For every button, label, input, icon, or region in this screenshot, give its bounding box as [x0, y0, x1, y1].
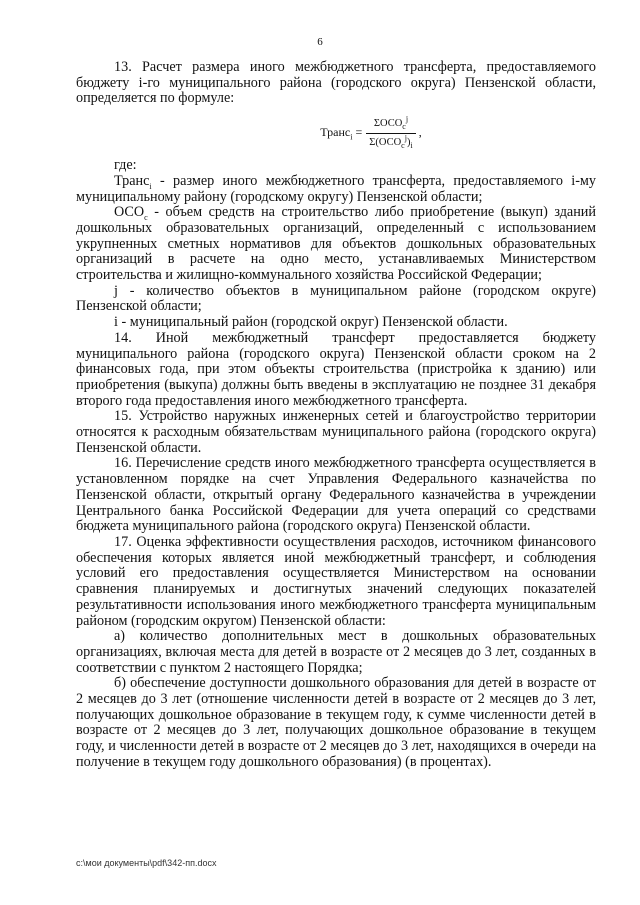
where-label: где: [114, 157, 137, 174]
paragraph-13: 13. Расчет размера иного межбюджетного трансферта, предоставляемого бюджету i-го муниципального района (городского округа) Пензенской области, определяется по формуле: [76, 59, 596, 107]
definition-j: j - количество объектов в муниципальном районе (городском округе) Пензенской области; [76, 282, 596, 315]
footer-file-path: c:\мои документы\pdf\342-пп.docx [76, 858, 217, 868]
paragraph-17a: а) количество дополнительных мест в дошкольных образовательных организациях, включая места для детей в возрасте от 2 месяцев до 3 лет, созданных в соответствии с пунктом 2 настоящего Порядка; [76, 628, 596, 676]
fraction-bar [366, 133, 415, 134]
formula-comma: , [418, 125, 422, 140]
formula [146, 110, 596, 156]
formula-denominator: $\Sigma(ОСО_c^j)_i$ [369, 133, 413, 150]
page-number: 6 [317, 36, 323, 48]
definition-i: i - муниципальный район (городской округ) Пензенской области. [114, 314, 508, 331]
formula-fraction [366, 116, 415, 150]
formula-lhs: Транс$_i$ = [320, 125, 363, 142]
formula-numerator: $\Sigma ОСО_c^j$ [373, 114, 409, 131]
document-body [76, 60, 596, 771]
definition-trans: Транс$_i$ - размер иного межбюджетного трансферта, предоставляемого i-му муниципальному району (городскому округу) Пензенской области; [76, 172, 596, 205]
paragraph-15: 15. Устройство наружных инженерных сетей и благоустройство территории относятся к расходным обязательствам муниципального района (городского округа) Пензенской области. [76, 408, 596, 456]
paragraph-14: 14. Иной межбюджетный трансферт предоставляется бюджету муниципального района (городского округа) Пензенской области сроком на 2 финансовых года, при этом объекты строительства (пристройка к зданию) или приобретения (выкупа) должны быть введены в эксплуатацию не позднее 31 декабря второго года предоставления иного межбюджетного трансферта. [76, 329, 596, 409]
paragraph-16: 16. Перечисление средств иного межбюджетного трансферта осуществляется в установленном порядке на счет Управления Федерального казначейства по Пензенской области, открытый органу Федерального казначейства в учреждении Центрального банка Российской Федерации для учета операций со средствами бюджета муниципального района (городского округа) Пензенской области. [76, 455, 596, 535]
paragraph-17: 17. Оценка эффективности осуществления расходов, источником финансового обеспечения которых является иной межбюджетный трансферт, и соблюдения условий его предоставления осуществляется Министерством на основании сравнения планируемых и достигнутых значений следующих показателей результативности использования иного межбюджетного трансферта муниципальным районом (городским округом) Пензенской области: [76, 533, 596, 629]
paragraph-17b: б) обеспечение доступности дошкольного образования для детей в возрасте от 2 месяцев до 3 лет (отношение численности детей в возрасте от 2 месяцев до 3 лет, получающих дошкольное образование в текущем году, к сумме численности детей в возрасте от 2 месяцев до 3 лет, получающих дошкольное образование в текущем году, и численности детей в возрасте от 2 месяцев до 3 лет, находящихся в очереди на получение в текущем году дошкольного образования) (в процентах). [76, 675, 596, 770]
definition-oco: $ОСО_c$ - объем средств на строительство либо приобретение (выкуп) зданий дошкольных образовательных организаций, определенный с использованием укрупненных сметных нормативов для объектов дошкольных образовательных организаций в расчете на одно место, устанавливаемых Министерством строительства и жилищно-коммунального хозяйства Российской Федерации; [76, 204, 596, 284]
